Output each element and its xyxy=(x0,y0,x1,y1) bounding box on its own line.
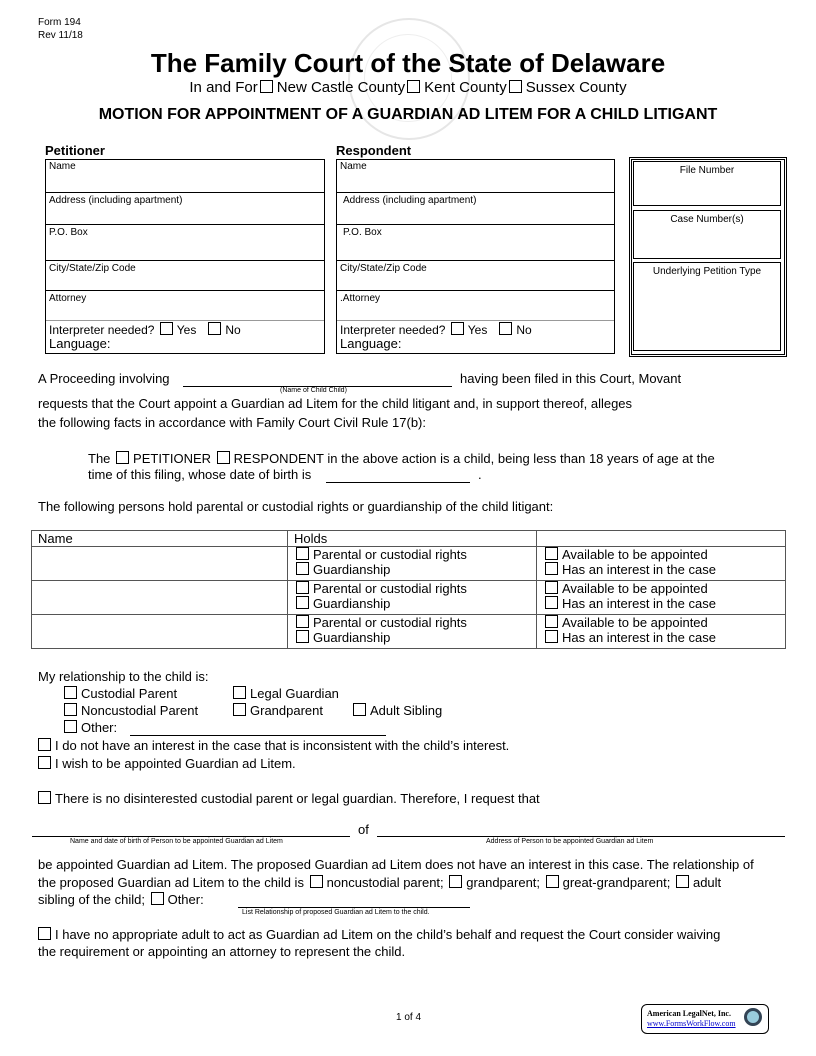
field-label: City/State/Zip Code xyxy=(340,263,427,274)
proceeding-prefix: A Proceeding involving xyxy=(38,371,170,386)
other-relationship-input[interactable] xyxy=(130,735,386,736)
parental-checkbox[interactable] xyxy=(296,581,309,594)
parental-checkbox[interactable] xyxy=(296,615,309,628)
interpreter-label: Interpreter needed? xyxy=(340,323,446,337)
respondent-label: Respondent xyxy=(336,143,412,158)
proceeding-line2: requests that the Court appoint a Guardian ad Litem for the child litigant and, in support thereof, alleges xyxy=(38,396,633,411)
of-label: of xyxy=(358,822,369,837)
proposed-line3: sibling of the child; xyxy=(38,892,145,907)
new-castle-label: New Castle County xyxy=(276,79,406,96)
holds-cell xyxy=(288,615,537,649)
case-numbers-label: Case Number(s) xyxy=(670,214,744,225)
person-name-cell[interactable] xyxy=(32,615,288,649)
no-disinterested-checkbox[interactable] xyxy=(38,791,51,804)
logo-url[interactable]: www.FormsWorkFlow.com xyxy=(647,1019,736,1028)
noncustodial-parent-checkbox[interactable] xyxy=(64,703,77,716)
guardianship-label: Guardianship xyxy=(313,596,391,611)
form-number: Form 194 xyxy=(38,17,81,28)
field-label: City/State/Zip Code xyxy=(49,263,136,274)
person-name-cell[interactable] xyxy=(32,547,288,581)
page-title: The Family Court of the State of Delaware xyxy=(150,48,666,78)
petitioner-attorney-field[interactable] xyxy=(46,290,324,304)
petitioner-option: PETITIONER xyxy=(133,451,212,466)
sussex-checkbox[interactable] xyxy=(509,80,522,93)
available-checkbox[interactable] xyxy=(545,615,558,628)
field-label: P.O. Box xyxy=(49,227,88,238)
interest-label: Has an interest in the case xyxy=(562,562,716,577)
available-label: Available to be appointed xyxy=(562,581,708,596)
grandparent-option-checkbox[interactable] xyxy=(449,875,462,888)
new-castle-checkbox[interactable] xyxy=(260,80,273,93)
globe-icon xyxy=(744,1008,762,1026)
child-name-caption: (Name of Child Child) xyxy=(280,387,347,394)
interest-checkbox[interactable] xyxy=(545,562,558,575)
form-revision: Rev 11/18 xyxy=(38,30,83,41)
col-name: Name xyxy=(32,531,288,547)
case-info-box xyxy=(629,157,787,357)
status-cell xyxy=(537,547,786,581)
guardian-name-input[interactable] xyxy=(32,836,350,837)
dob-label: time of this filing, whose date of birth is xyxy=(88,467,312,482)
sussex-label: Sussex County xyxy=(525,79,627,96)
yes-label: Yes xyxy=(176,323,197,337)
noncustodial-option: noncustodial parent; xyxy=(326,875,444,890)
field-label: Name xyxy=(49,161,76,172)
field-label: Attorney xyxy=(49,293,87,304)
respondent-pobox-field[interactable] xyxy=(337,224,614,238)
in-and-for-label: In and For xyxy=(189,79,258,96)
guardian-address-input[interactable] xyxy=(377,836,785,837)
guardianship-label: Guardianship xyxy=(313,562,391,577)
great-grandparent-option: great-grandparent; xyxy=(562,875,671,890)
table-row xyxy=(32,615,786,649)
interest-label: Has an interest in the case xyxy=(562,630,716,645)
no-adult-line2: the requirement or appointing an attorney to represent the child. xyxy=(38,944,406,959)
adult-sibling-checkbox[interactable] xyxy=(353,703,366,716)
custodial-parent-checkbox[interactable] xyxy=(64,686,77,699)
available-checkbox[interactable] xyxy=(545,581,558,594)
great-grandparent-option-checkbox[interactable] xyxy=(546,875,559,888)
guardianship-checkbox[interactable] xyxy=(296,562,309,575)
proceeding-suffix: having been filed in this Court, Movant xyxy=(460,371,682,386)
petitioner-interpreter-yes-checkbox[interactable] xyxy=(160,322,173,335)
relationship-label: My relationship to the child is: xyxy=(38,669,209,684)
noncustodial-option-checkbox[interactable] xyxy=(310,875,323,888)
yes-label: Yes xyxy=(467,323,488,337)
petition-type-label: Underlying Petition Type xyxy=(652,266,762,277)
persons-intro: The following persons hold parental or custodial rights or guardianship of the child litigant: xyxy=(38,499,554,514)
dob-input[interactable] xyxy=(326,482,470,483)
interest-checkbox[interactable] xyxy=(545,630,558,643)
page-number: 1 of 4 xyxy=(396,1012,422,1023)
petitioner-label: Petitioner xyxy=(45,143,105,158)
wish-appointed-label: I wish to be appointed Guardian ad Litem. xyxy=(55,756,296,771)
grandparent-option: grandparent; xyxy=(466,875,541,890)
table-row xyxy=(32,581,786,615)
no-interest-checkbox[interactable] xyxy=(38,738,51,751)
proceeding-line3: the following facts in accordance with Family Court Civil Rule 17(b): xyxy=(38,415,426,430)
persons-table xyxy=(31,530,786,649)
noncustodial-parent-label: Noncustodial Parent xyxy=(81,703,199,718)
motion-title: MOTION FOR APPOINTMENT OF A GUARDIAN AD LITEM FOR A CHILD LITIGANT xyxy=(98,106,718,123)
field-label: Address (including apartment) xyxy=(49,195,183,206)
petitioner-box xyxy=(45,159,325,354)
other-option: Other: xyxy=(167,892,204,907)
col-holds: Holds xyxy=(288,531,537,547)
status-cell xyxy=(537,581,786,615)
guardianship-checkbox[interactable] xyxy=(296,630,309,643)
respondent-interpreter-yes-checkbox[interactable] xyxy=(451,322,464,335)
parental-label: Parental or custodial rights xyxy=(313,547,467,562)
interest-label: Has an interest in the case xyxy=(562,596,716,611)
the-label: The xyxy=(88,451,111,466)
child-party-line xyxy=(88,451,715,466)
case-numbers-field[interactable] xyxy=(633,210,781,259)
custodial-parent-label: Custodial Parent xyxy=(81,686,178,701)
respondent-interpreter-no-checkbox[interactable] xyxy=(499,322,512,335)
logo-name: American LegalNet, Inc. xyxy=(647,1009,731,1018)
grandparent-checkbox[interactable] xyxy=(233,703,246,716)
petition-type-field[interactable] xyxy=(633,262,781,351)
other-checkbox[interactable] xyxy=(64,720,77,733)
legalnet-logo[interactable] xyxy=(641,1004,769,1034)
legal-guardian-label: Legal Guardian xyxy=(250,686,339,701)
respondent-interpreter xyxy=(337,320,614,351)
grandparent-label: Grandparent xyxy=(250,703,323,718)
kent-checkbox[interactable] xyxy=(407,80,420,93)
parental-label: Parental or custodial rights xyxy=(313,581,467,596)
respondent-attorney-field[interactable] xyxy=(337,290,614,304)
no-label: No xyxy=(225,323,241,337)
parental-label: Parental or custodial rights xyxy=(313,615,467,630)
other-option-checkbox[interactable] xyxy=(151,892,164,905)
petitioner-address-field[interactable] xyxy=(46,192,324,206)
adult-sibling-option: adult xyxy=(692,875,722,890)
kent-label: Kent County xyxy=(424,79,507,96)
language-label: Language: xyxy=(340,336,402,351)
petitioner-checkbox[interactable] xyxy=(116,451,129,464)
relationship-list-input[interactable] xyxy=(238,907,470,908)
respondent-option: RESPONDENT in the above action is a child, being less than 18 years of age at the xyxy=(233,451,715,466)
guardianship-label: Guardianship xyxy=(313,630,391,645)
field-label: P.O. Box xyxy=(343,227,382,238)
field-label: Address (including apartment) xyxy=(343,195,477,206)
holds-cell xyxy=(288,547,537,581)
adult-sibling-label: Adult Sibling xyxy=(370,703,443,718)
other-label: Other: xyxy=(81,720,118,735)
county-selector xyxy=(0,79,816,96)
holds-cell xyxy=(288,581,537,615)
available-label: Available to be appointed xyxy=(562,615,708,630)
interpreter-label: Interpreter needed? xyxy=(49,323,155,337)
file-number-field[interactable] xyxy=(633,161,781,206)
parental-checkbox[interactable] xyxy=(296,547,309,560)
no-label: No xyxy=(516,323,532,337)
table-row xyxy=(32,547,786,581)
no-adult-line1: I have no appropriate adult to act as Guardian ad Litem on the child’s behalf and request the Court consider waiving xyxy=(55,927,721,942)
col-status xyxy=(537,531,786,547)
person-name-cell[interactable] xyxy=(32,581,288,615)
proposed-line2: the proposed Guardian ad Litem to the child is xyxy=(38,875,304,890)
respondent-checkbox[interactable] xyxy=(217,451,230,464)
petitioner-city-field[interactable] xyxy=(46,260,324,274)
petitioner-pobox-field[interactable] xyxy=(46,224,324,238)
field-label: Name xyxy=(340,161,367,172)
no-adult-checkbox[interactable] xyxy=(38,927,51,940)
respondent-address-field[interactable] xyxy=(337,192,614,206)
available-label: Available to be appointed xyxy=(562,547,708,562)
file-number-label: File Number xyxy=(679,165,735,176)
guardianship-checkbox[interactable] xyxy=(296,596,309,609)
no-interest-label: I do not have an interest in the case that is inconsistent with the child’s interest. xyxy=(55,738,510,753)
interest-checkbox[interactable] xyxy=(545,596,558,609)
status-cell xyxy=(537,615,786,649)
period: . xyxy=(478,467,482,482)
guardian-name-caption: Name and date of birth of Person to be appointed Guardian ad Litem xyxy=(70,838,283,845)
field-label: .Attorney xyxy=(340,293,381,304)
petitioner-interpreter-no-checkbox[interactable] xyxy=(208,322,221,335)
relationship-caption: List Relationship of proposed Guardian ad Litem to the child. xyxy=(242,909,430,916)
petitioner-interpreter xyxy=(46,320,324,351)
no-disinterested-label: There is no disinterested custodial parent or legal guardian. Therefore, I request that xyxy=(55,791,540,806)
proposed-line1: be appointed Guardian ad Litem. The proposed Guardian ad Litem does not have an interest in this case. The relationship of xyxy=(38,857,754,872)
adult-sibling-option-checkbox[interactable] xyxy=(676,875,689,888)
respondent-city-field[interactable] xyxy=(337,260,614,274)
legal-guardian-checkbox[interactable] xyxy=(233,686,246,699)
respondent-box xyxy=(336,159,615,354)
wish-appointed-checkbox[interactable] xyxy=(38,756,51,769)
language-label: Language: xyxy=(49,336,111,351)
guardian-address-caption: Address of Person to be appointed Guardian ad Litem xyxy=(486,838,654,845)
available-checkbox[interactable] xyxy=(545,547,558,560)
